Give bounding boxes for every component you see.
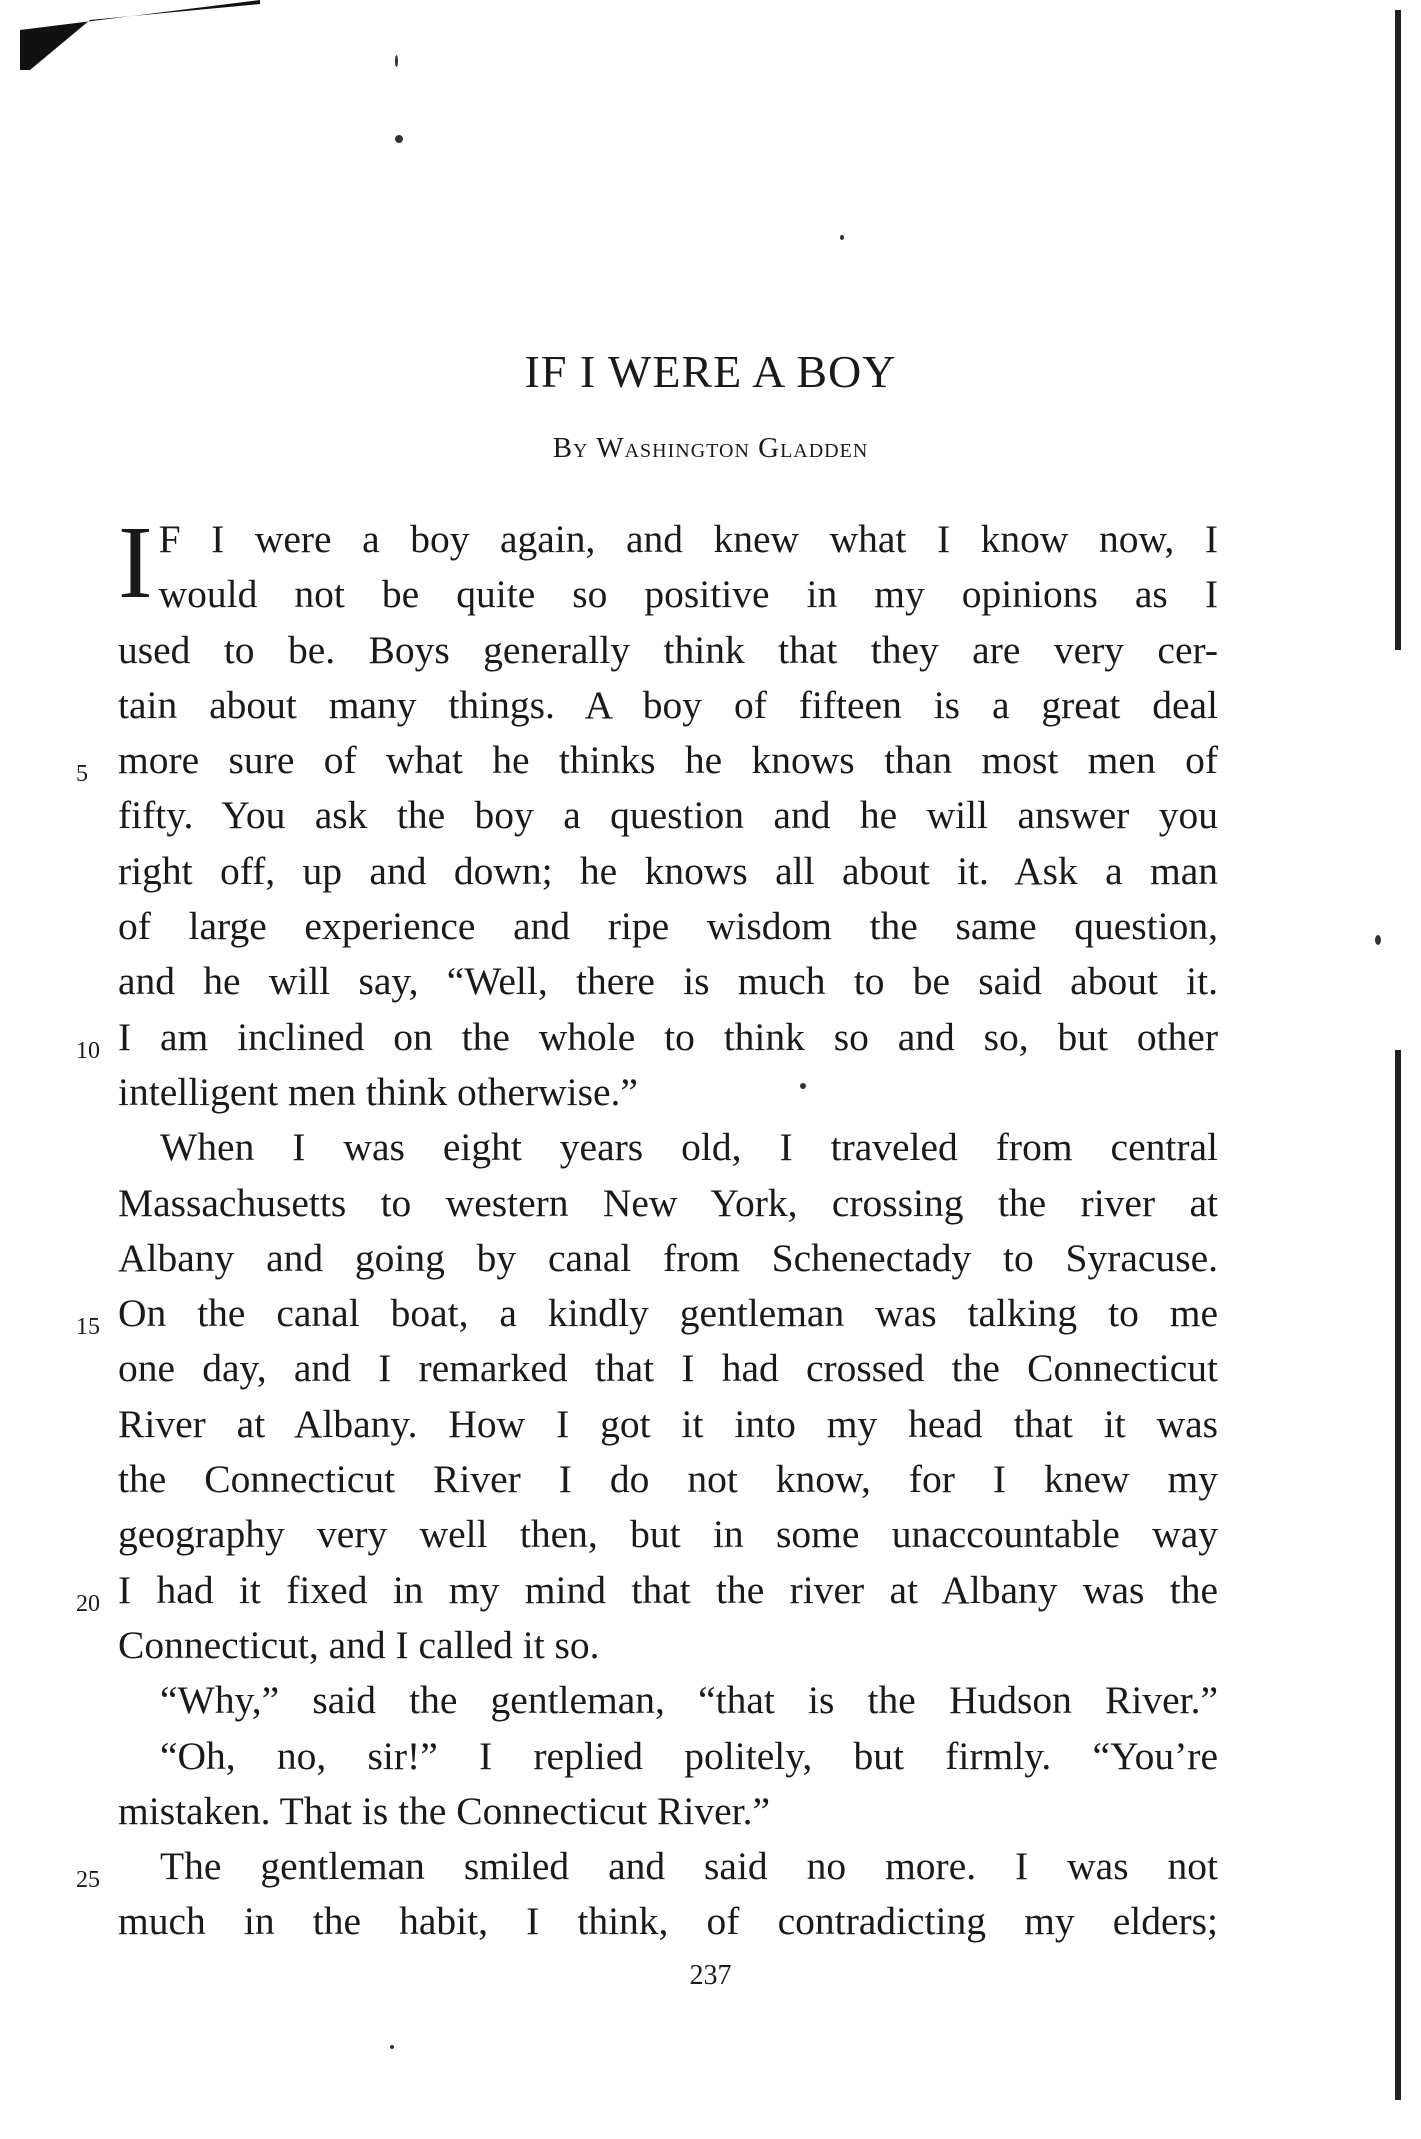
- author-byline: By Washington Gladden: [552, 432, 869, 464]
- scan-speck: [1375, 935, 1381, 945]
- text-line: Massachusetts to western New York, crossing the river at: [118, 1180, 1218, 1225]
- text-line: tain about many things. A boy of fifteen is a great deal: [118, 682, 1218, 727]
- text-line: “Oh, no, sir!” I replied politely, but firmly. “You’re: [160, 1733, 1218, 1778]
- text-line: When I was eight years old, I traveled from central: [160, 1125, 1218, 1170]
- opening-paragraph-start: [118, 512, 1218, 623]
- scan-speck: [395, 55, 398, 67]
- text-line: would not be quite so positive in my opinions as I: [158, 572, 1218, 617]
- line-number: 5: [76, 761, 88, 788]
- text-line: F I were a boy again, and knew what I know now, I: [158, 517, 1218, 561]
- page-number: 237: [689, 1960, 732, 1991]
- text-line: 10 I am inclined on the whole to think so and so, but other: [118, 1010, 1218, 1065]
- line-number: 20: [76, 1590, 100, 1617]
- line-number: 15: [76, 1314, 100, 1341]
- text-line: mistaken. That is the Connecticut River.”: [118, 1788, 770, 1833]
- text-line: the Connecticut River I do not know, for I knew my: [118, 1457, 1218, 1502]
- article-body: [76, 512, 1218, 1950]
- text-line: intelligent men think otherwise.”: [118, 1069, 638, 1114]
- text-line: “Why,” said the gentleman, “that is the Hudson River.”: [160, 1678, 1218, 1723]
- text-line: Connecticut, and I called it so.: [118, 1622, 600, 1667]
- text-line: 20 I had it fixed in my mind that the river at Albany was the: [118, 1563, 1218, 1618]
- scan-edge-line-bottom: [1395, 1050, 1401, 2100]
- text-line: much in the habit, I think, of contradicting my elders;: [118, 1899, 1218, 1944]
- scan-speck: [395, 135, 403, 143]
- line-number: 25: [76, 1867, 100, 1894]
- line-number: 10: [76, 1037, 100, 1064]
- scan-corner-mark: [20, 0, 260, 70]
- text-line: of large experience and ripe wisdom the same question,: [118, 904, 1218, 949]
- text-line: fifty. You ask the boy a question and he will answer you: [118, 793, 1218, 838]
- scan-speck: [840, 235, 844, 240]
- drop-cap: I: [118, 512, 153, 620]
- text-line: 25 The gentleman smiled and said no more. I was not: [118, 1839, 1218, 1894]
- article-title: IF I WERE A BOY: [524, 346, 897, 397]
- scan-edge-line-top: [1395, 10, 1401, 650]
- text-line: Albany and going by canal from Schenectady to Syracuse.: [118, 1235, 1218, 1280]
- text-line: 5 more sure of what he thinks he knows than most men of: [118, 733, 1218, 788]
- text-line: and he will say, “Well, there is much to be said about it.: [118, 959, 1218, 1004]
- text-line: one day, and I remarked that I had crossed the Connecticut: [118, 1346, 1218, 1391]
- text-line: 15 On the canal boat, a kindly gentleman was talking to me: [118, 1286, 1218, 1341]
- text-line: geography very well then, but in some unaccountable way: [118, 1512, 1218, 1557]
- text-line: used to be. Boys generally think that they are very cer-: [118, 627, 1218, 672]
- text-line: right off, up and down; he knows all about it. Ask a man: [118, 848, 1218, 893]
- scan-speck: [390, 2045, 394, 2049]
- text-line: River at Albany. How I got it into my head that it was: [118, 1401, 1218, 1446]
